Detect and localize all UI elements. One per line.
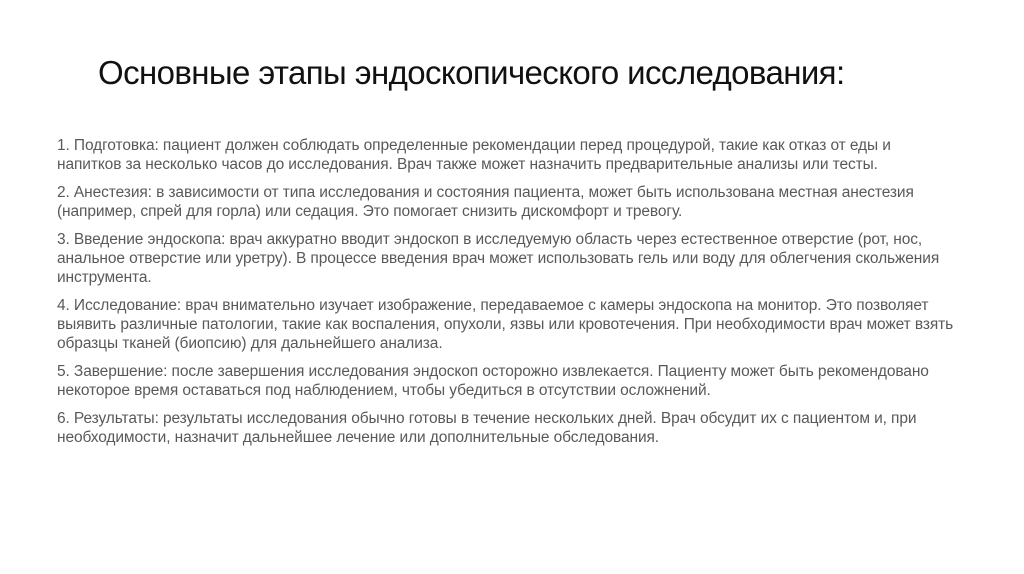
step-item-results: 6. Результаты: результаты исследования обычно готовы в течение нескольких дней. Врач обсудит их с пациентом и, при необходимости, назначит дальнейшее лечение или дополнительные обследования. xyxy=(57,410,917,446)
step-item-preparation: 1. Подготовка: пациент должен соблюдать определенные рекомендации перед процедурой, такие как отказ от еды и напитков за несколько часов до исследования. Врач также может назначить предварительные анализы или тесты. xyxy=(57,137,891,173)
step-item-completion: 5. Завершение: после завершения исследования эндоскоп осторожно извлекается. Пациенту может быть рекомендовано некоторое время оставаться под наблюдением, чтобы убедиться в отсутствии осложнений. xyxy=(57,363,929,399)
step-item-anesthesia: 2. Анестезия: в зависимости от типа исследования и состояния пациента, может быть использована местная анестезия (например, спрей для горла) или седация. Это помогает снизить дискомфорт и тревогу. xyxy=(57,184,914,220)
steps-list xyxy=(57,136,957,456)
step-item-examination: 4. Исследование: врач внимательно изучает изображение, передаваемое с камеры эндоскопа на монитор. Это позволяет выявить различные патологии, такие как воспаления, опухоли, язвы или кровотечения. При необходимости врач может взять образцы тканей (биопсию) для дальнейшего анализа. xyxy=(57,297,954,352)
step-item-insertion: 3. Введение эндоскопа: врач аккуратно вводит эндоскоп в исследуемую область через естественное отверстие (рот, нос, анальное отверстие или уретру). В процессе введения врач может использовать гель или воду для облегчения скольжения инструмента. xyxy=(57,231,940,286)
slide-title: Основные этапы эндоскопического исследования: xyxy=(98,54,845,91)
